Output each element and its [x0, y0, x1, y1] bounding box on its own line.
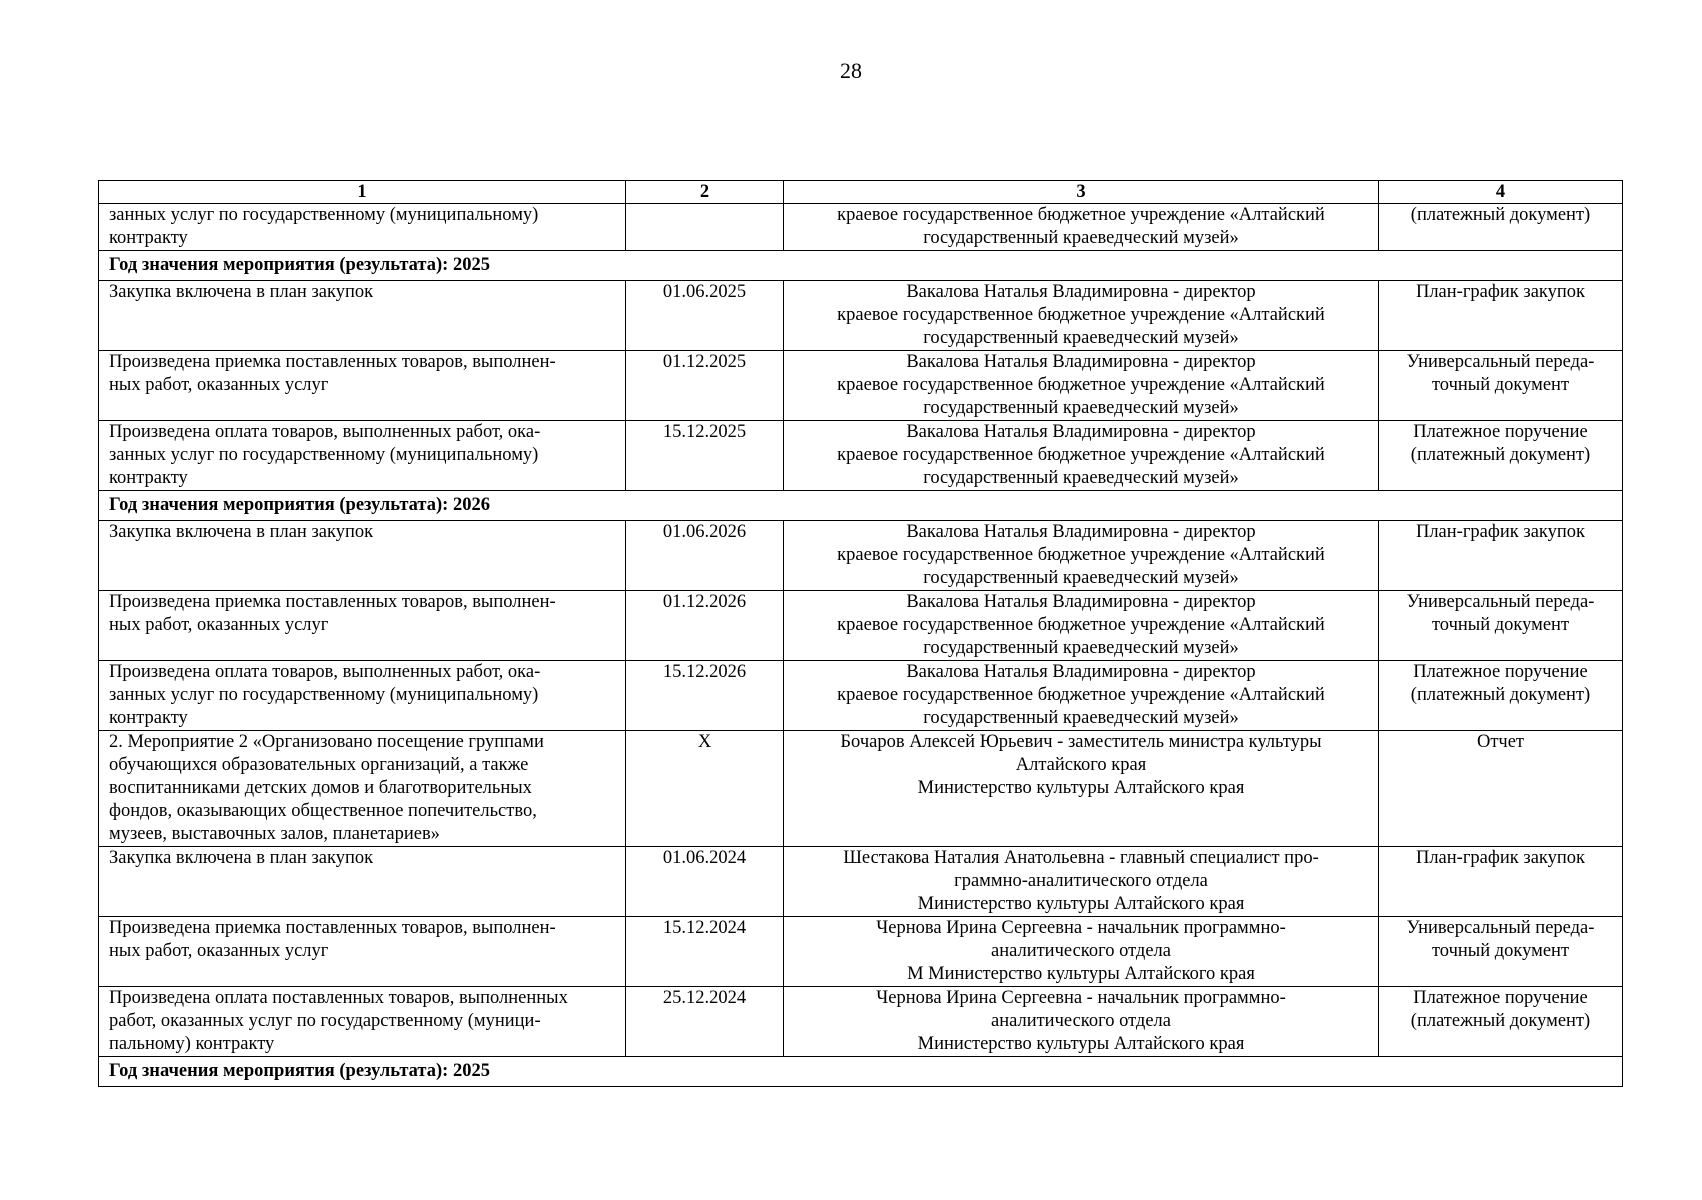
document-cell	[1379, 204, 1623, 251]
cell-text-line: План-график закупок	[1415, 522, 1586, 542]
document-cell	[1379, 661, 1623, 731]
responsible-cell	[784, 731, 1379, 847]
cell-text-line: Платежное поручение	[1413, 988, 1588, 1008]
document-cell	[1379, 421, 1623, 491]
cell-text-line: государственный краеведческий музей»	[923, 638, 1239, 658]
cell-text-line: Универсальный переда-	[1406, 592, 1595, 612]
activity-cell	[99, 521, 626, 591]
responsible-cell	[784, 351, 1379, 421]
responsible-cell	[784, 521, 1379, 591]
cell-text-line: контракту	[109, 708, 188, 728]
document-cell	[1379, 987, 1623, 1057]
cell-text-line: государственный краеведческий музей»	[923, 398, 1239, 418]
cell-text-line: Шестакова Наталия Анатольевна - главный специалист про-	[843, 848, 1319, 868]
cell-text-line: аналитического отдела	[990, 1011, 1171, 1031]
responsible-cell	[784, 661, 1379, 731]
cell-text-line: точный документ	[1431, 375, 1570, 395]
page-number: 28	[840, 58, 862, 83]
activity-cell	[99, 847, 626, 917]
cell-text-line: Вакалова Наталья Владимировна - директор	[906, 662, 1256, 682]
date-cell: X	[626, 731, 784, 847]
cell-text-line: (платежный документ)	[1410, 685, 1591, 705]
table-row	[99, 987, 1623, 1057]
cell-text-line: (платежный документ)	[1410, 445, 1591, 465]
table-header-row	[99, 181, 1623, 204]
cell-text-line: точный документ	[1431, 615, 1570, 635]
cell-text-line: Платежное поручение	[1413, 662, 1588, 682]
cell-text-line: Чернова Ирина Сергеевна - начальник программно-	[876, 918, 1286, 938]
date-cell	[626, 204, 784, 251]
cell-text-line: Произведена приемка поставленных товаров, выполнен-	[109, 592, 556, 612]
table-row	[99, 917, 1623, 987]
cell-text-line: Вакалова Наталья Владимировна - директор	[906, 282, 1256, 302]
cell-text-line: Платежное поручение	[1413, 422, 1588, 442]
cell-text-line: занных услуг по государственному (муниципальному)	[109, 685, 539, 705]
column-header-1: 1	[99, 181, 626, 204]
cell-text-line: обучающихся образовательных организаций, а также	[109, 755, 529, 775]
cell-text-line: контракту	[109, 468, 188, 488]
table-row	[99, 421, 1623, 491]
document-cell	[1379, 351, 1623, 421]
cell-text-line: государственный краеведческий музей»	[923, 328, 1239, 348]
date-cell: 15.12.2024	[626, 917, 784, 987]
year-heading: Год значения мероприятия (результата): 2025	[99, 251, 1623, 281]
year-heading-row	[99, 1057, 1623, 1087]
activity-cell	[99, 661, 626, 731]
cell-text-line: План-график закупок	[1415, 282, 1586, 302]
cell-text-line: Министерство культуры Алтайского края	[917, 1034, 1245, 1054]
date-cell: 01.06.2024	[626, 847, 784, 917]
table-row	[99, 521, 1623, 591]
table-row	[99, 204, 1623, 251]
table-row	[99, 731, 1623, 847]
cell-text-line: краевое государственное бюджетное учреждение «Алтайский	[837, 445, 1325, 465]
cell-text-line: государственный краеведческий музей»	[923, 228, 1239, 248]
date-cell: 01.06.2026	[626, 521, 784, 591]
cell-text-line: Произведена оплата товаров, выполненных работ, ока-	[109, 422, 541, 442]
cell-text-line: фондов, оказывающих общественное попечительство,	[109, 801, 537, 821]
cell-text-line: 2. Мероприятие 2 «Организовано посещение группами	[109, 732, 544, 752]
cell-text-line: граммно-аналитического отдела	[954, 871, 1208, 891]
cell-text-line: Министерство культуры Алтайского края	[917, 894, 1245, 914]
cell-text-line: работ, оказанных услуг по государственному (муници-	[109, 1011, 541, 1031]
responsible-cell	[784, 591, 1379, 661]
activity-cell	[99, 731, 626, 847]
cell-text-line: краевое государственное бюджетное учреждение «Алтайский	[837, 615, 1325, 635]
cell-text-line: государственный краеведческий музей»	[923, 568, 1239, 588]
cell-text-line: Произведена приемка поставленных товаров, выполнен-	[109, 918, 556, 938]
year-heading: Год значения мероприятия (результата): 2025	[99, 1057, 1623, 1087]
cell-text-line: государственный краеведческий музей»	[923, 708, 1239, 728]
responsible-cell	[784, 847, 1379, 917]
cell-text-line: Чернова Ирина Сергеевна - начальник программно-	[876, 988, 1286, 1008]
table-row	[99, 591, 1623, 661]
date-cell: 15.12.2026	[626, 661, 784, 731]
cell-text-line: Министерство культуры Алтайского края	[917, 778, 1245, 798]
activity-cell	[99, 591, 626, 661]
activity-cell	[99, 987, 626, 1057]
cell-text-line: точный документ	[1431, 941, 1570, 961]
cell-text-line: аналитического отдела	[990, 941, 1171, 961]
table-row	[99, 281, 1623, 351]
cell-text-line: ных работ, оказанных услуг	[109, 941, 329, 961]
activity-cell	[99, 351, 626, 421]
responsible-cell	[784, 281, 1379, 351]
cell-text-line: краевое государственное бюджетное учреждение «Алтайский	[837, 205, 1325, 225]
cell-text-line: План-график закупок	[1415, 848, 1586, 868]
responsible-cell	[784, 917, 1379, 987]
year-heading-row	[99, 491, 1623, 521]
cell-text-line: занных услуг по государственному (муниципальному)	[109, 205, 539, 225]
cell-text-line: Произведена оплата поставленных товаров, выполненных	[109, 988, 568, 1008]
responsible-cell	[784, 421, 1379, 491]
cell-text-line: (платежный документ)	[1410, 205, 1591, 225]
date-cell: 25.12.2024	[626, 987, 784, 1057]
cell-text-line: занных услуг по государственному (муниципальному)	[109, 445, 539, 465]
responsible-cell	[784, 204, 1379, 251]
document-cell	[1379, 591, 1623, 661]
cell-text-line: Отчет	[1476, 732, 1525, 752]
document-cell	[1379, 521, 1623, 591]
cell-text-line: Вакалова Наталья Владимировна - директор	[906, 522, 1256, 542]
date-cell: 01.06.2025	[626, 281, 784, 351]
table-row	[99, 847, 1623, 917]
year-heading: Год значения мероприятия (результата): 2026	[99, 491, 1623, 521]
cell-text-line: Закупка включена в план закупок	[109, 848, 374, 868]
cell-text-line: краевое государственное бюджетное учреждение «Алтайский	[837, 545, 1325, 565]
date-cell: 01.12.2025	[626, 351, 784, 421]
activity-cell	[99, 421, 626, 491]
document-cell	[1379, 847, 1623, 917]
cell-text-line: государственный краеведческий музей»	[923, 468, 1239, 488]
cell-text-line: музеев, выставочных залов, планетариев»	[109, 824, 440, 844]
cell-text-line: Вакалова Наталья Владимировна - директор	[906, 422, 1256, 442]
cell-text-line: Вакалова Наталья Владимировна - директор	[906, 352, 1256, 372]
cell-text-line: ных работ, оказанных услуг	[109, 615, 329, 635]
cell-text-line: воспитанниками детских домов и благотворительных	[109, 778, 532, 798]
cell-text-line: М Министерство культуры Алтайского края	[907, 964, 1255, 984]
column-header-3: 3	[784, 181, 1379, 204]
cell-text-line: Универсальный переда-	[1406, 352, 1595, 372]
activity-cell	[99, 281, 626, 351]
cell-text-line: Произведена приемка поставленных товаров, выполнен-	[109, 352, 556, 372]
cell-text-line: контракту	[109, 228, 188, 248]
activity-cell	[99, 204, 626, 251]
cell-text-line: Закупка включена в план закупок	[109, 522, 374, 542]
table-row	[99, 661, 1623, 731]
cell-text-line: ных работ, оказанных услуг	[109, 375, 329, 395]
document-cell	[1379, 917, 1623, 987]
document-table	[98, 180, 1623, 1087]
cell-text-line: пальному) контракту	[109, 1034, 275, 1054]
cell-text-line: краевое государственное бюджетное учреждение «Алтайский	[837, 305, 1325, 325]
activity-cell	[99, 917, 626, 987]
cell-text-line: Произведена оплата товаров, выполненных работ, ока-	[109, 662, 541, 682]
column-header-2: 2	[626, 181, 784, 204]
document-cell	[1379, 281, 1623, 351]
cell-text-line: Закупка включена в план закупок	[109, 282, 374, 302]
cell-text-line: Бочаров Алексей Юрьевич - заместитель министра культуры	[840, 732, 1322, 752]
cell-text-line: Вакалова Наталья Владимировна - директор	[906, 592, 1256, 612]
cell-text-line: краевое государственное бюджетное учреждение «Алтайский	[837, 685, 1325, 705]
table-row	[99, 351, 1623, 421]
date-cell: 01.12.2026	[626, 591, 784, 661]
cell-text-line: (платежный документ)	[1410, 1011, 1591, 1031]
cell-text-line: Универсальный переда-	[1406, 918, 1595, 938]
date-cell: 15.12.2025	[626, 421, 784, 491]
document-cell	[1379, 731, 1623, 847]
column-header-4: 4	[1379, 181, 1623, 204]
cell-text-line: Алтайского края	[1015, 755, 1147, 775]
cell-text-line: краевое государственное бюджетное учреждение «Алтайский	[837, 375, 1325, 395]
year-heading-row	[99, 251, 1623, 281]
responsible-cell	[784, 987, 1379, 1057]
